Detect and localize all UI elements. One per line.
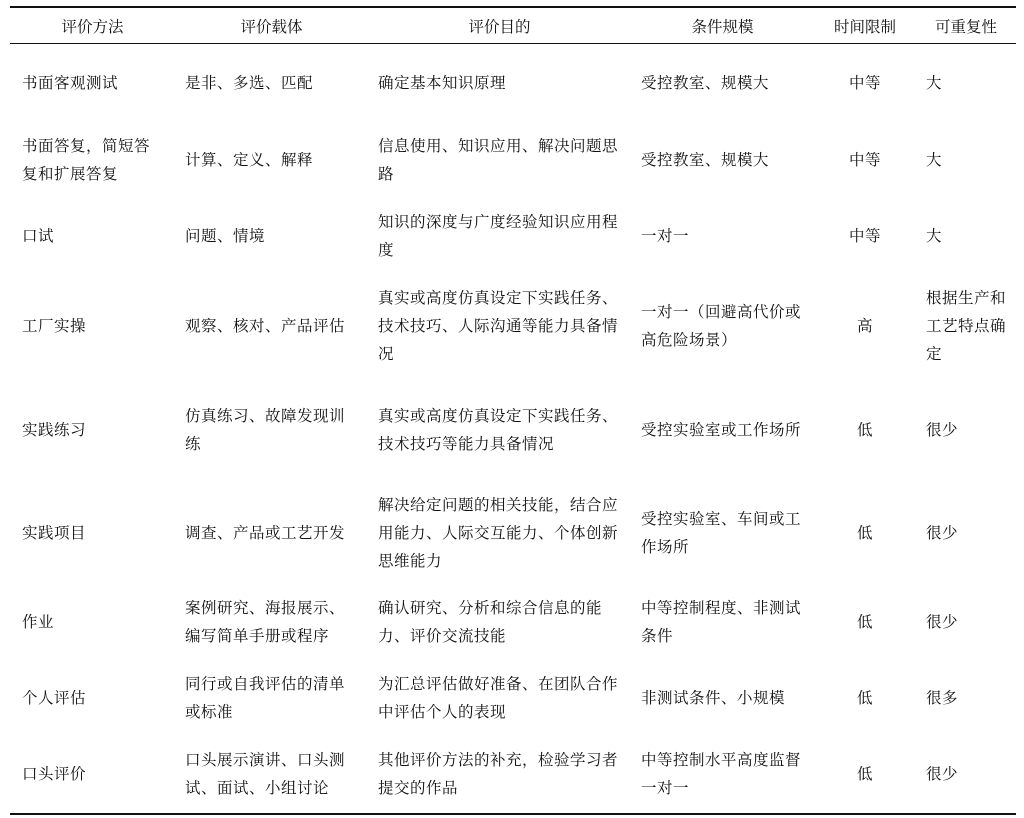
cell-repeatability: 大: [926, 226, 943, 245]
cell-time-limit: 低: [856, 612, 873, 631]
cell-time-limit: 低: [856, 523, 873, 542]
table-row: [10, 122, 1016, 198]
cell-repeatability: 根据生产和工艺特点确定: [926, 288, 1007, 363]
cell-repeatability: 很多: [926, 688, 959, 707]
cell-method: 口头评价: [10, 736, 175, 814]
table-row: [10, 660, 1016, 736]
table-row: [10, 274, 1016, 378]
cell-condition: 受控教室、规模大: [641, 150, 770, 169]
cell-carrier: 观察、核对、产品评估: [185, 316, 346, 335]
header-method: 评价方法: [10, 7, 175, 44]
cell-method: 书面答复，简短答复和扩展答复: [22, 136, 151, 183]
cell-purpose: 知识的深度与广度经验知识应用程度: [378, 212, 619, 259]
cell-time-limit: 中等: [848, 226, 881, 245]
cell-time-limit: 中等: [848, 150, 881, 169]
cell-time-limit: 低: [814, 736, 916, 814]
cell-carrier: 是非、多选、匹配: [185, 73, 314, 92]
cell-condition: 一对一: [641, 226, 690, 245]
cell-purpose: 确定基本知识原理: [378, 73, 507, 92]
cell-condition: 中等控制水平高度监督一对一: [631, 736, 814, 814]
cell-carrier: 调查、产品或工艺开发: [185, 523, 346, 542]
cell-carrier: 案例研究、海报展示、编写简单手册或程序: [185, 598, 346, 645]
cell-condition: 中等控制程度、非测试条件: [641, 598, 802, 645]
cell-method: 个人评估: [22, 688, 87, 707]
header-row: [10, 7, 1016, 44]
header-time-limit: 时间限制: [814, 7, 916, 44]
cell-carrier: 仿真练习、故障发现训练: [185, 406, 346, 453]
table-row: [10, 736, 1016, 814]
cell-purpose: 信息使用、知识应用、解决问题思路: [378, 136, 619, 183]
cell-repeatability: 大: [926, 150, 943, 169]
header-repeatability: 可重复性: [916, 7, 1016, 44]
cell-purpose: 真实或高度仿真设定下实践任务、技术技巧等能力具备情况: [378, 406, 619, 453]
cell-condition: 一对一（回避高代价或高危险场景）: [641, 302, 802, 349]
cell-condition: 受控实验室或工作场所: [641, 420, 802, 439]
cell-method: 工厂实操: [22, 316, 87, 335]
cell-condition: 受控教室、规模大: [641, 73, 770, 92]
cell-method: 实践练习: [22, 420, 87, 439]
header-purpose: 评价目的: [368, 7, 631, 44]
cell-condition: 非测试条件、小规模: [641, 688, 786, 707]
cell-repeatability: 很少: [916, 736, 1016, 814]
cell-method: 实践项目: [22, 523, 87, 542]
cell-method: 书面客观测试: [22, 73, 119, 92]
cell-purpose: 解决给定问题的相关技能，结合应用能力、人际交互能力、个体创新思维能力: [378, 495, 619, 570]
cell-condition: 受控实验室、车间或工作场所: [641, 509, 802, 556]
cell-repeatability: 很少: [926, 420, 959, 439]
table-row: [10, 198, 1016, 274]
evaluation-methods-table: [10, 6, 1016, 815]
cell-purpose: 真实或高度仿真设定下实践任务、技术技巧、人际沟通等能力具备情况: [378, 288, 619, 363]
header-condition: 条件规模: [631, 7, 814, 44]
cell-time-limit: 低: [856, 688, 873, 707]
cell-time-limit: 低: [856, 420, 873, 439]
cell-purpose: 确认研究、分析和综合信息的能力、评价交流技能: [378, 598, 603, 645]
header-carrier: 评价载体: [175, 7, 368, 44]
table-row: [10, 378, 1016, 482]
cell-carrier: 问题、情境: [185, 226, 266, 245]
table-row: [10, 584, 1016, 660]
table-row: [10, 482, 1016, 584]
cell-method: 口试: [22, 226, 55, 245]
cell-purpose: 其他评价方法的补充，检验学习者提交的作品: [368, 736, 631, 814]
cell-repeatability: 很少: [926, 612, 959, 631]
cell-method: 作业: [22, 612, 55, 631]
cell-purpose: 为汇总评估做好准备、在团队合作中评估个人的表现: [378, 674, 619, 721]
cell-carrier: 口头展示演讲、口头测试、面试、小组讨论: [175, 736, 368, 814]
cell-time-limit: 中等: [848, 73, 881, 92]
cell-time-limit: 高: [856, 316, 873, 335]
cell-carrier: 计算、定义、解释: [185, 150, 314, 169]
cell-repeatability: 大: [926, 73, 943, 92]
cell-carrier: 同行或自我评估的清单或标准: [185, 674, 346, 721]
cell-repeatability: 很少: [926, 523, 959, 542]
table-row: [10, 44, 1016, 122]
